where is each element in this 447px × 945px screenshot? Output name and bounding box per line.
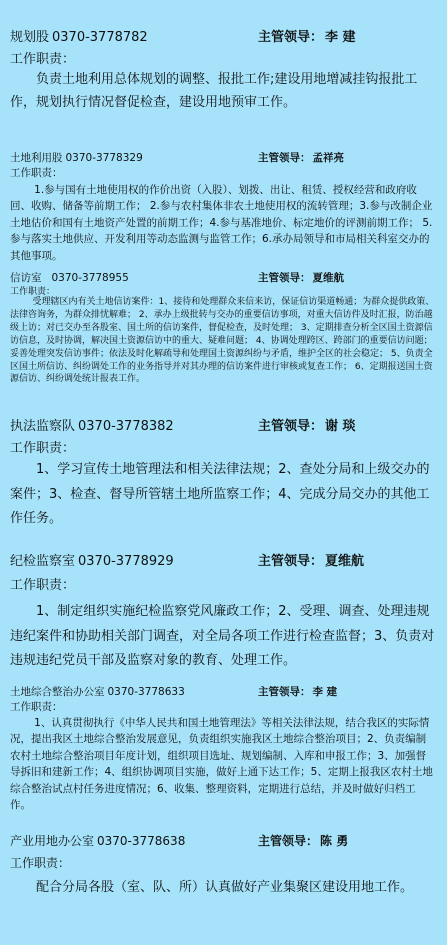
duty-text: 1、认真贯彻执行《中华人民共和国土地管理法》等相关法律法规，结合我区的实际情况，提出我区土地综合整治发展意见，负责组织实施我区土地综合整治项目；2、负责编制农村土地综合整治项目年度计划，组织项目选址、规划编制、入库和申报工作；3、加强督导拆旧和建新工作；4、组织协调项目实施，做好上通下达工作；5、定期上报我区农村土地综合整治试点村任务进度情况；6、收集、整理资料，定期进行总结，并及时做好归档工作。: [10, 717, 433, 812]
leader-name: 夏维航: [312, 272, 344, 284]
section-land-use: [0, 150, 447, 266]
department-name: 信访室: [10, 272, 42, 284]
leader-label: 主管领导：: [258, 419, 324, 434]
duty-label: 工作职责：: [10, 856, 71, 870]
department-name: 纪检监察室: [10, 554, 76, 569]
leader-line: [258, 150, 344, 165]
leader-line: [258, 26, 356, 45]
duty-label: 工作职责：: [10, 701, 63, 713]
department-phone: 0370-3778638: [97, 834, 186, 848]
leader-label: 主管领导：: [258, 686, 311, 698]
department-phone: 0370-3778382: [78, 419, 174, 434]
leader-line: [258, 415, 356, 434]
leader-label: 主管领导：: [258, 152, 311, 164]
duty-text: 1、学习宣传土地管理法和相关法律法规；2、查处分局和上级交办的案件；3、检查、督导所管辖土地所监察工作；4、完成分局交办的其他工作任务。: [10, 462, 430, 526]
leader-name: 李 建: [325, 30, 356, 45]
leader-line: [258, 270, 344, 285]
duty-text: 受理辖区内有关土地信访案件：1、接待和处理群众来信来访，保证信访渠道畅通；为群众提供政策、法律咨询务，为群众排忧解难； 2、承办上级批转与交办的重要信访事项，对重大信访件及时汇报，防治越级上访；对已交办至各股室、国土所的信访案件，督促检查，及时处理； 3、定期排查分析全区国土资源信访信息，及时协调，解决国土资源信访中的重大、疑难问题； 4、协调处理跨区、跨部门的重要信访问题； 妥善处理突发信访事件；依法及时化解疏导和处理国土资源纠纷与矛盾，维护全区的社会稳定； 5、负责全区国土所信访、纠纷调处工作的业务指导并对其办理的信访案件进行审核或复查工作； 6、定期报送国土资源信访、纠纷调处统计报表工作。: [10, 297, 435, 385]
section-land-consolidation: [0, 684, 447, 812]
leader-name: 陈 勇: [320, 834, 349, 848]
leader-label: 主管领导：: [258, 272, 311, 284]
section-header: [10, 26, 148, 45]
duty-label: 工作职责：: [10, 167, 63, 179]
duty-text: 负责土地利用总体规划的调整、报批工作;建设用地增减挂钩报批工作，规划执行情况督促检查，建设用地预审工作。: [10, 72, 418, 110]
leader-name: 孟祥亮: [312, 152, 344, 164]
duty-text: 1、制定组织实施纪检监察党风廉政工作；2、受理、调查、处理违规违纪案件和协助相关部门调查，对全局各项工作进行检查监督；3、负责对违规违纪党员干部及监察对象的教育、处理工作。: [10, 604, 435, 668]
duty-label: 工作职责：: [10, 287, 56, 297]
leader-label: 主管领导：: [258, 30, 324, 45]
leader-line: [258, 832, 348, 849]
section-header: [10, 415, 174, 434]
duty-label: 工作职责：: [10, 52, 76, 67]
department-name: 土地综合整治办公室: [10, 686, 105, 698]
section-header: [10, 150, 143, 165]
department-name: 土地利用股: [10, 152, 63, 164]
section-petition: [0, 270, 447, 402]
section-discipline: [0, 550, 447, 668]
duty-text: 配合分局各股（室、队、所）认真做好产业集聚区建设用地工作。: [36, 880, 414, 895]
section-header: [10, 684, 185, 699]
duty-label: 工作职责：: [10, 578, 76, 593]
department-phone: 0370-3778929: [78, 554, 174, 569]
department-name: 规划股: [10, 30, 50, 45]
department-phone: 0370-3778782: [52, 30, 148, 45]
leader-name: 谢 琰: [325, 419, 356, 434]
section-header: [10, 270, 129, 285]
section-law-enforcement: [0, 415, 447, 526]
leader-name: 夏维航: [325, 554, 365, 569]
department-phone: 0370-3778633: [107, 686, 185, 698]
leader-name: 李 建: [312, 686, 338, 698]
department-name: 执法监察队: [10, 419, 76, 434]
section-planning: [0, 26, 447, 108]
leader-line: [258, 550, 364, 569]
department-phone: 0370-3778955: [51, 272, 129, 284]
section-industrial-land: [0, 832, 447, 902]
duty-text: 1.参与国有土地使用权的作价出资（入股）、划拨、出让、租赁、授权经营和政府收回、收购、储备等前期工作； 2.参与农村集体非农土地使用权的流转管理；3.参与改制企业土地估价和国有土地资产处置的前期工作；4.参与基准地价、标定地价的评测前期工作； 5.参与落实土地供应、开发利用等动态监测与监管工作；6.承办局领导和市局相关科室交办的其他事项。: [10, 184, 433, 262]
leader-label: 主管领导：: [258, 834, 319, 848]
leader-line: [258, 684, 337, 699]
department-phone: 0370-3778329: [65, 152, 143, 164]
department-name: 产业用地办公室: [10, 834, 95, 848]
section-header: [10, 832, 185, 849]
section-header: [10, 550, 174, 569]
leader-label: 主管领导：: [258, 554, 324, 569]
duty-label: 工作职责：: [10, 441, 76, 456]
